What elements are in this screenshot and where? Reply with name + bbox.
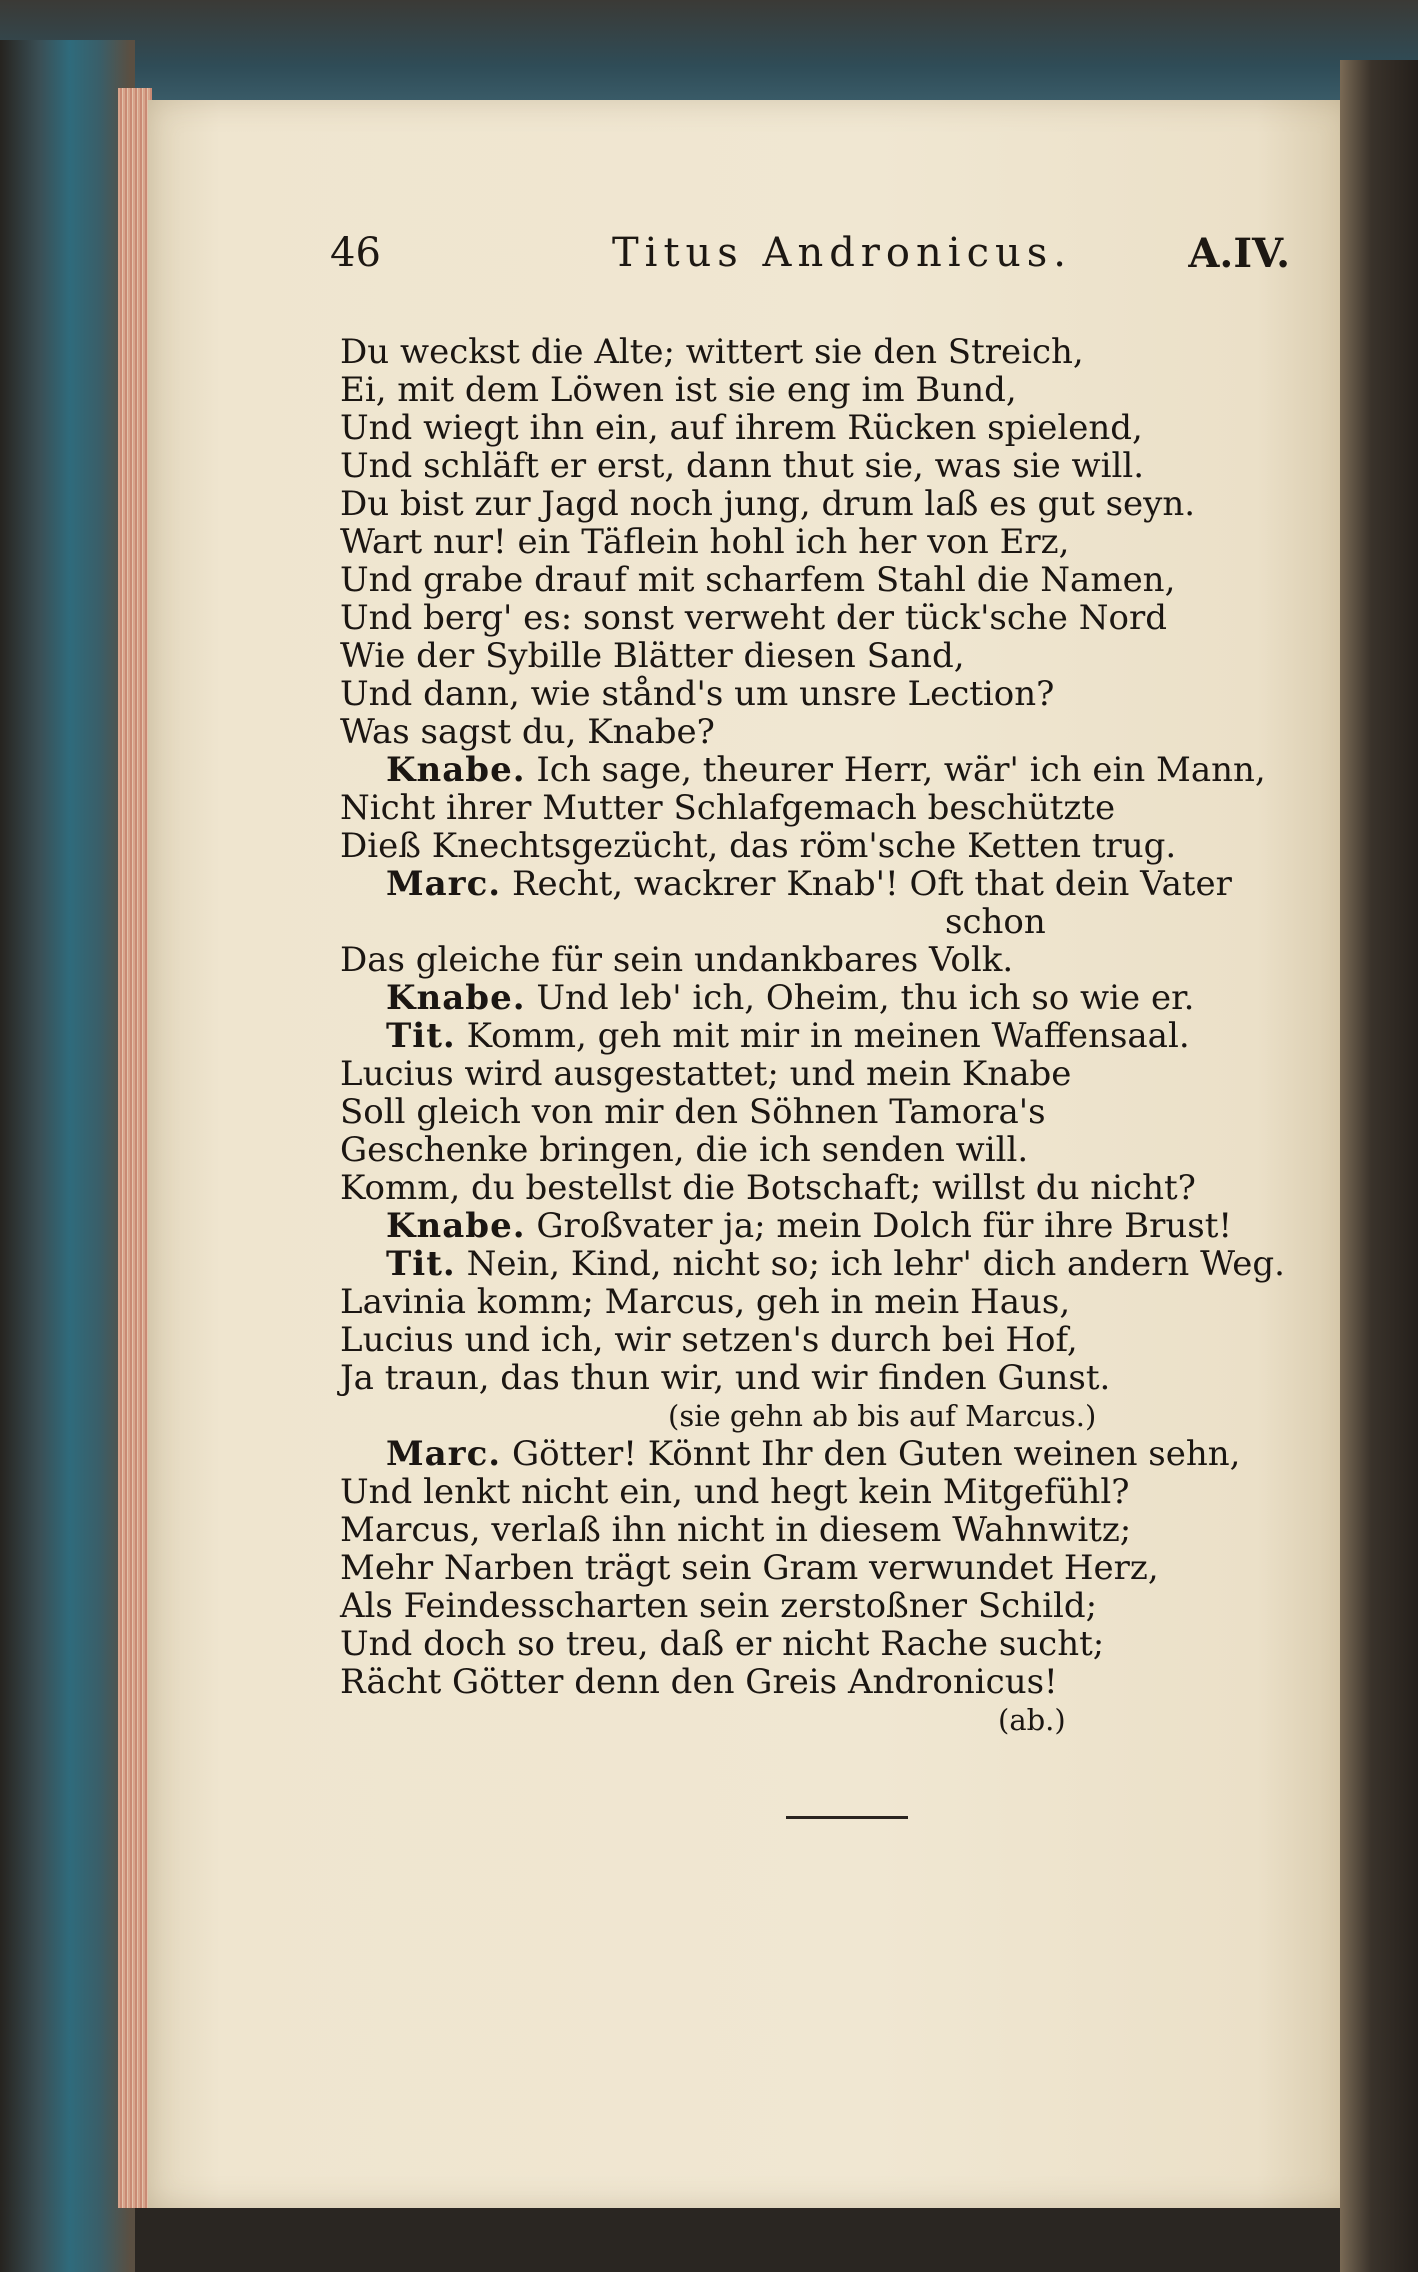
end-rule: [786, 1816, 908, 1819]
speaker-line: Knabe. Ich sage, theurer Herr, wär' ich ein Mann,: [386, 750, 1266, 790]
text-line: Lavinia komm; Marcus, geh in mein Haus,: [340, 1282, 1071, 1322]
text-line: Rächt Götter denn den Greis Andronicus!: [340, 1662, 1058, 1702]
text-line: Das gleiche für sein undankbares Volk.: [340, 940, 1014, 980]
text-line: Ja traun, das thun wir, und wir finden Gunst.: [340, 1358, 1111, 1398]
right-page-shadow: [1340, 60, 1418, 2272]
text-line: schon: [945, 902, 1046, 942]
text-line: Du bist zur Jagd noch jung, drum laß es gut seyn.: [340, 484, 1196, 524]
speaker-line: Knabe. Großvater ja; mein Dolch für ihre Brust!: [386, 1206, 1233, 1246]
text-line: Und wiegt ihn ein, auf ihrem Rücken spielend,: [340, 408, 1143, 448]
speaker-line: Knabe. Und leb' ich, Oheim, thu ich so wie er.: [386, 978, 1195, 1018]
text-line: Und berg' es: sonst verweht der tück'sche Nord: [340, 598, 1167, 638]
stage-direction: (ab.): [998, 1703, 1066, 1737]
speaker-line: Marc. Götter! Könnt Ihr den Guten weinen sehn,: [386, 1434, 1241, 1474]
text-line: Und schläft er erst, dann thut sie, was sie will.: [340, 446, 1145, 486]
page-edges: [118, 88, 152, 2208]
book-cover-top: [0, 0, 1418, 110]
text-line: Komm, du bestellst die Botschaft; willst du nicht?: [340, 1168, 1196, 1208]
text-line: Lucius und ich, wir setzen's durch bei Hof,: [340, 1320, 1078, 1360]
text-line: Nicht ihrer Mutter Schlafgemach beschützte: [340, 788, 1116, 828]
text-line: Mehr Narben trägt sein Gram verwundet Herz,: [340, 1548, 1159, 1588]
speaker-line: Tit. Nein, Kind, nicht so; ich lehr' dich andern Weg.: [386, 1244, 1285, 1284]
text-line: Dieß Knechtsgezücht, das röm'sche Ketten trug.: [340, 826, 1177, 866]
text-line: Und dann, wie stånd's um unsre Lection?: [340, 674, 1055, 714]
speaker-line: Tit. Komm, geh mit mir in meinen Waffensaal.: [386, 1016, 1190, 1056]
text-line: Geschenke bringen, die ich senden will.: [340, 1130, 1029, 1170]
text-line: Lucius wird ausgestattet; und mein Knabe: [340, 1054, 1072, 1094]
speaker-line: Marc. Recht, wackrer Knab'! Oft that dein Vater: [386, 864, 1232, 904]
text-line: Du weckst die Alte; wittert sie den Streich,: [340, 332, 1084, 372]
text-line: Soll gleich von mir den Söhnen Tamora's: [340, 1092, 1046, 1132]
stage-direction: (sie gehn ab bis auf Marcus.): [668, 1399, 1097, 1433]
page-number: 46: [330, 230, 381, 276]
book-cover-spine: [0, 40, 135, 2272]
page-header: [330, 230, 1290, 290]
text-line: Wart nur! ein Täflein hohl ich her von Erz,: [340, 522, 1070, 562]
text-line: Und doch so treu, daß er nicht Rache sucht;: [340, 1624, 1105, 1664]
running-title: Titus Andronicus.: [612, 230, 1072, 276]
text-line: Ei, mit dem Löwen ist sie eng im Bund,: [340, 370, 1017, 410]
text-line: Was sagst du, Knabe?: [340, 712, 715, 752]
act-marker: A.IV.: [1188, 230, 1290, 277]
text-line: Und lenkt nicht ein, und hegt kein Mitgefühl?: [340, 1472, 1130, 1512]
text-line: Marcus, verlaß ihn nicht in diesem Wahnwitz;: [340, 1510, 1132, 1550]
text-line: Als Feindesscharten sein zerstoßner Schild;: [340, 1586, 1098, 1626]
text-line: Und grabe drauf mit scharfem Stahl die Namen,: [340, 560, 1176, 600]
text-line: Wie der Sybille Blätter diesen Sand,: [340, 636, 965, 676]
